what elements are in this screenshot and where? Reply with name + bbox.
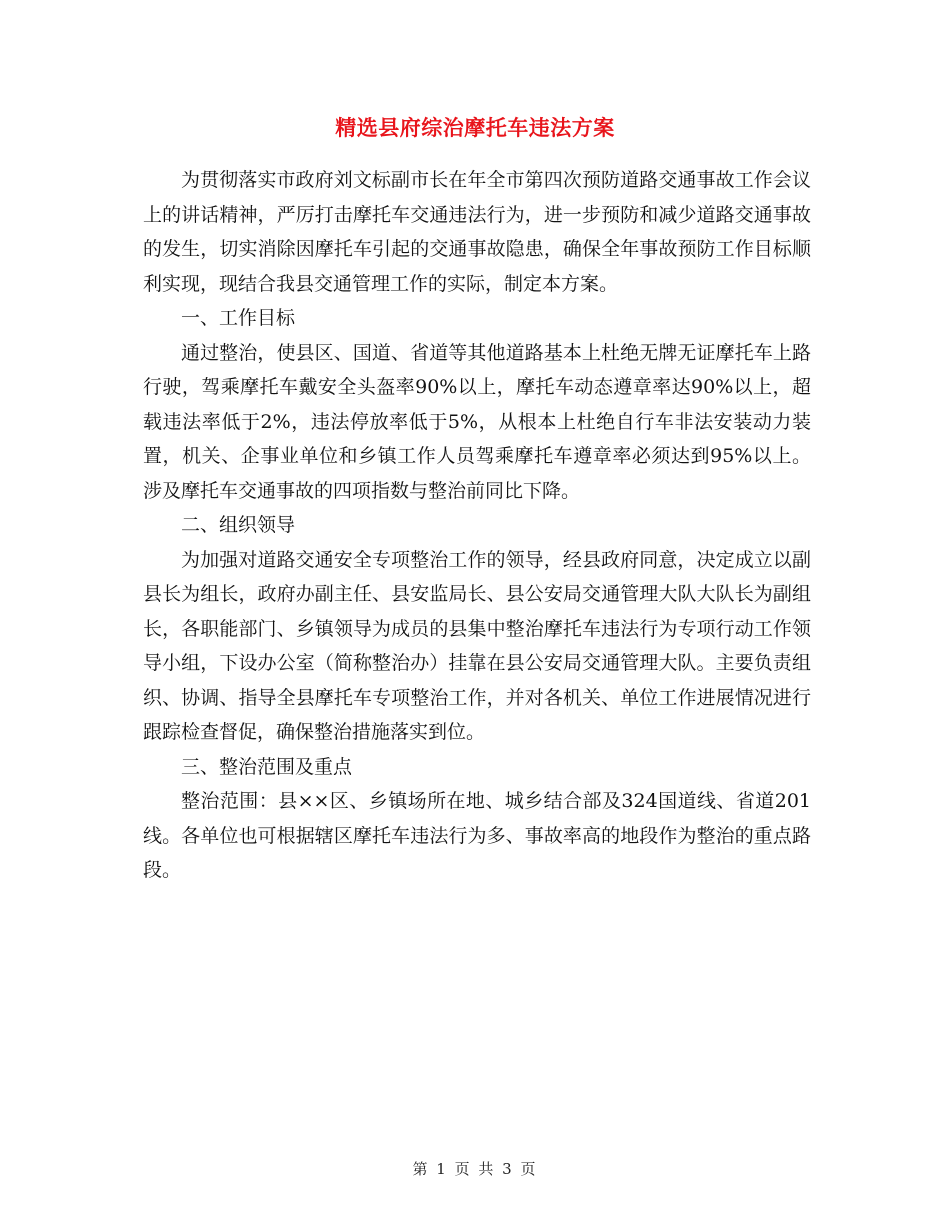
page-number: 第 1 页 共 3 页 (412, 1160, 538, 1178)
paragraph-intro: 为贯彻落实市政府刘文标副市长在年全市第四次预防道路交通事故工作会议上的讲话精神，严厉打击摩托车交通违法行为，进一步预防和减少道路交通事故的发生，切实消除因摩托车引起的交通事故隐患，确保全年事故预防工作目标顺利实现，现结合我县交通管理工作的实际，制定本方案。 (143, 169, 811, 295)
section-heading-scope: 三、整治范围及重点 (181, 755, 353, 778)
section-heading-leadership: 二、组织领导 (181, 514, 296, 536)
paragraph-scope: 整治范围：县××区、乡镇场所在地、城乡结合部及324国道线、省道201线。各单位也可根据辖区摩托车违法行为多、事故率高的地段作为整治的重点路段。 (143, 790, 811, 881)
document-body (143, 163, 811, 888)
paragraph-leadership: 为加强对道路交通安全专项整治工作的领导，经县政府同意，决定成立以副县长为组长，政府办副主任、县安监局长、县公安局交通管理大队大队长为副组长，各职能部门、乡镇领导为成员的县集中整治摩托车违法行为专项行动工作领导小组，下设办公室（简称整治办）挂靠在县公安局交通管理大队。主要负责组织、协调、指导全县摩托车专项整治工作，并对各机关、单位工作进展情况进行跟踪检查督促，确保整治措施落实到位。 (143, 548, 811, 743)
document-title: 精选县府综治摩托车违法方案 (335, 115, 615, 140)
paragraph-goals: 通过整治，使县区、国道、省道等其他道路基本上杜绝无牌无证摩托车上路行驶，驾乘摩托车戴安全头盔率90%以上，摩托车动态遵章率达90%以上，超载违法率低于2%，违法停放率低于5%，从根本上杜绝自行车非法安装动力装置，机关、企事业单位和乡镇工作人员驾乘摩托车遵章率必须达到95%以上。涉及摩托车交通事故的四项指数与整治前同比下降。 (143, 341, 811, 502)
section-heading-goals: 一、工作目标 (181, 307, 296, 329)
